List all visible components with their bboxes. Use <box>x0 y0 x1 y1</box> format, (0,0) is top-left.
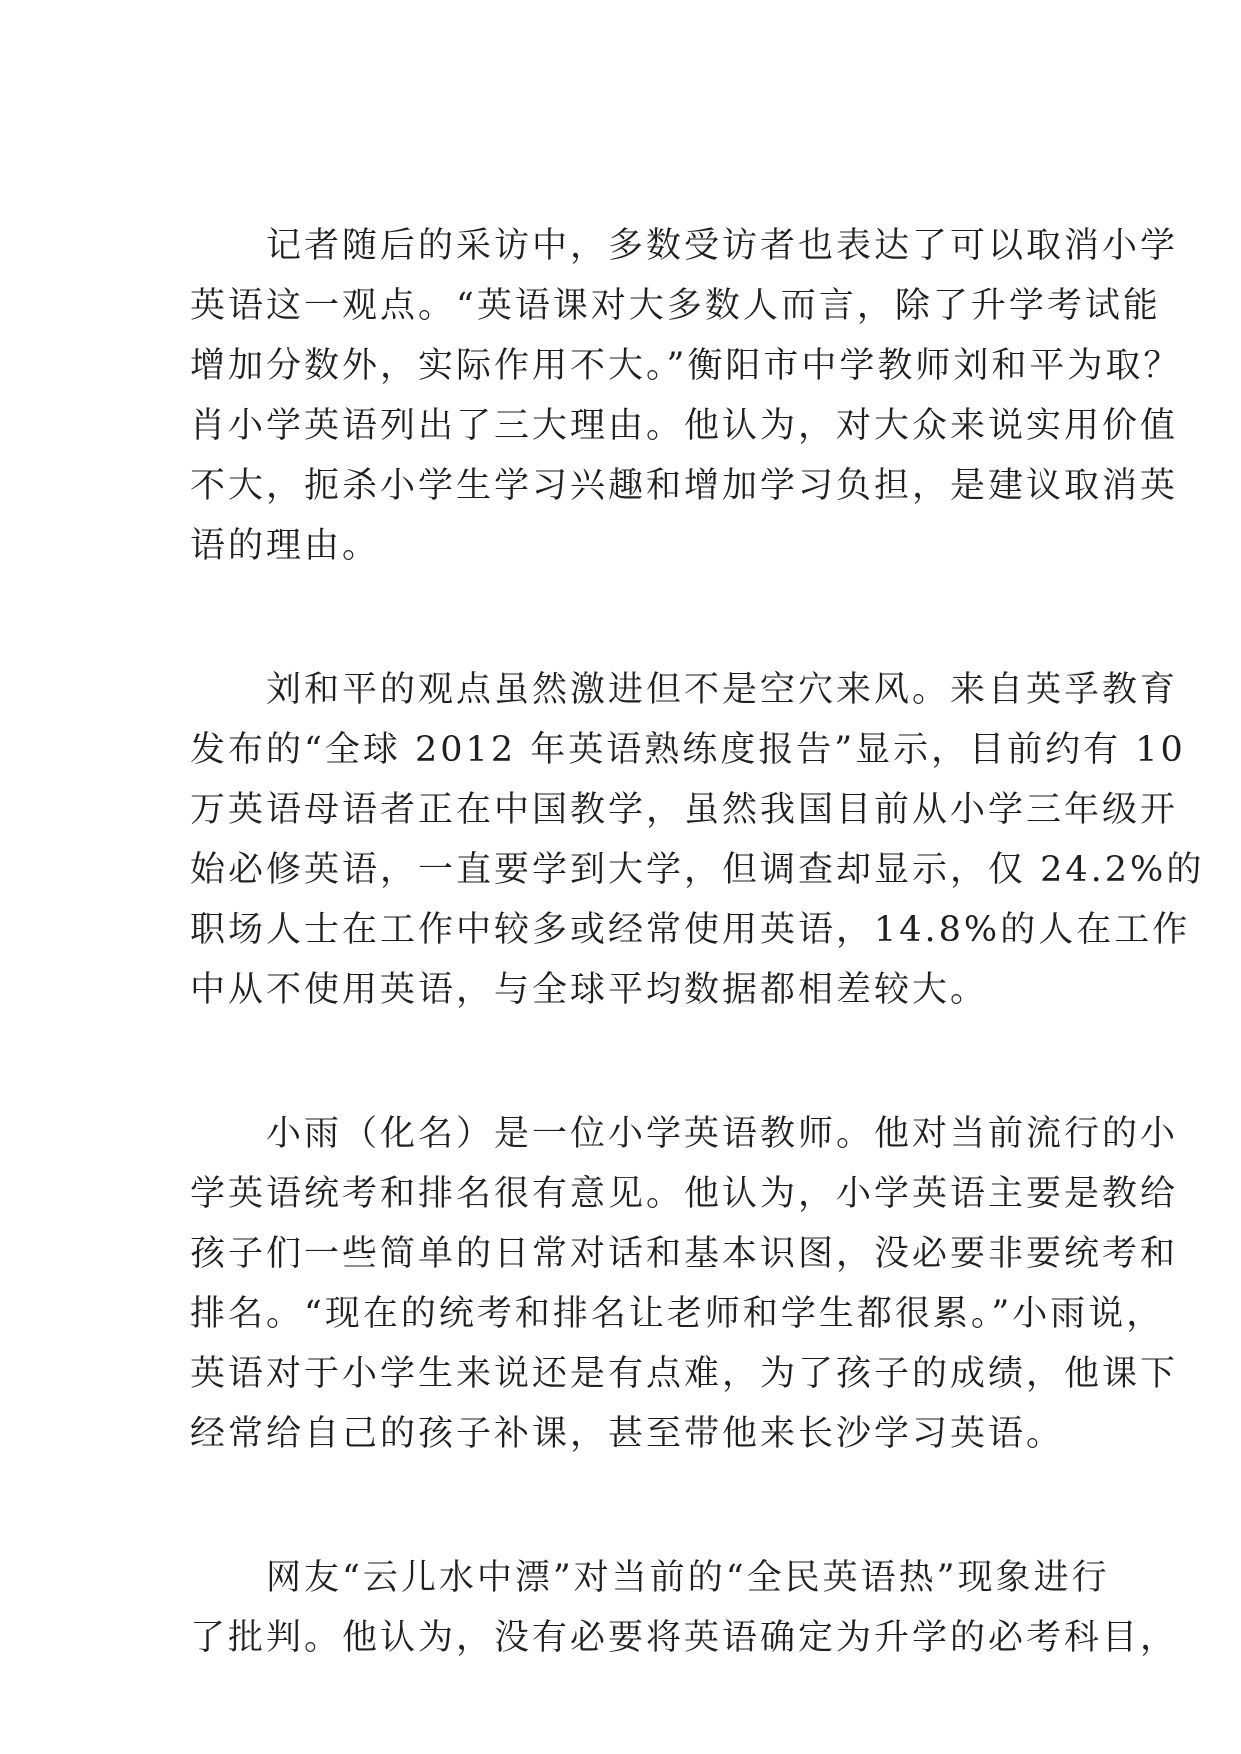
text-line: 小雨（化名）是一位小学英语教师。他对当前流行的小 <box>190 1114 1179 1154</box>
text-line: 中从不使用英语，与全球平均数据都相差较大。 <box>190 970 989 1010</box>
text-line: 网友“云儿水中漂”对当前的“全民英语热”现象进行 <box>190 1558 1110 1598</box>
text-line: 英语这一观点。“英语课对大多数人而言，除了升学考试能 <box>190 286 1161 326</box>
paragraph-ef-report <box>190 660 1205 1020</box>
body-text <box>190 216 1205 1752</box>
text-line: 经常给自己的孩子补课，甚至带他来长沙学习英语。 <box>190 1414 1065 1454</box>
text-line: 孩子们一些简单的日常对话和基本识图，没必要非要统考和 <box>190 1234 1179 1274</box>
paragraph-netizen <box>190 1548 1179 1668</box>
paragraph-teacher-xiaoyu <box>190 1104 1179 1464</box>
text-line: 英语对于小学生来说还是有点难，为了孩子的成绩，他课下 <box>190 1354 1179 1394</box>
text-line: 发布的“全球 2012 年英语熟练度报告”显示，目前约有 10 <box>190 730 1186 770</box>
text-line: 刘和平的观点虽然激进但不是空穴来风。来自英孚教育 <box>190 670 1179 710</box>
text-line: 记者随后的采访中，多数受访者也表达了可以取消小学 <box>190 226 1179 266</box>
text-line: 职场人士在工作中较多或经常使用英语，14.8%的人在工作 <box>190 910 1191 950</box>
text-line: 始必修英语，一直要学到大学，但调查却显示，仅 24.2%的 <box>190 850 1205 890</box>
text-line: 了批判。他认为，没有必要将英语确定为升学的必考科目， <box>190 1618 1179 1658</box>
text-line: 语的理由。 <box>190 526 381 566</box>
text-line: 肖小学英语列出了三大理由。他认为，对大众来说实用价值 <box>190 406 1179 446</box>
text-line: 学英语统考和排名很有意见。他认为，小学英语主要是教给 <box>190 1174 1179 1214</box>
text-line: 增加分数外，实际作用不大。”衡阳市中学教师刘和平为取？ <box>190 346 1182 386</box>
text-line: 排名。“现在的统考和排名让老师和学生都很累。”小雨说， <box>190 1294 1165 1334</box>
text-line: 不大，扼杀小学生学习兴趣和增加学习负担，是建议取消英 <box>190 466 1179 506</box>
text-line: 万英语母语者正在中国教学，虽然我国目前从小学三年级开 <box>190 790 1179 830</box>
paragraph-interviews <box>190 216 1182 576</box>
